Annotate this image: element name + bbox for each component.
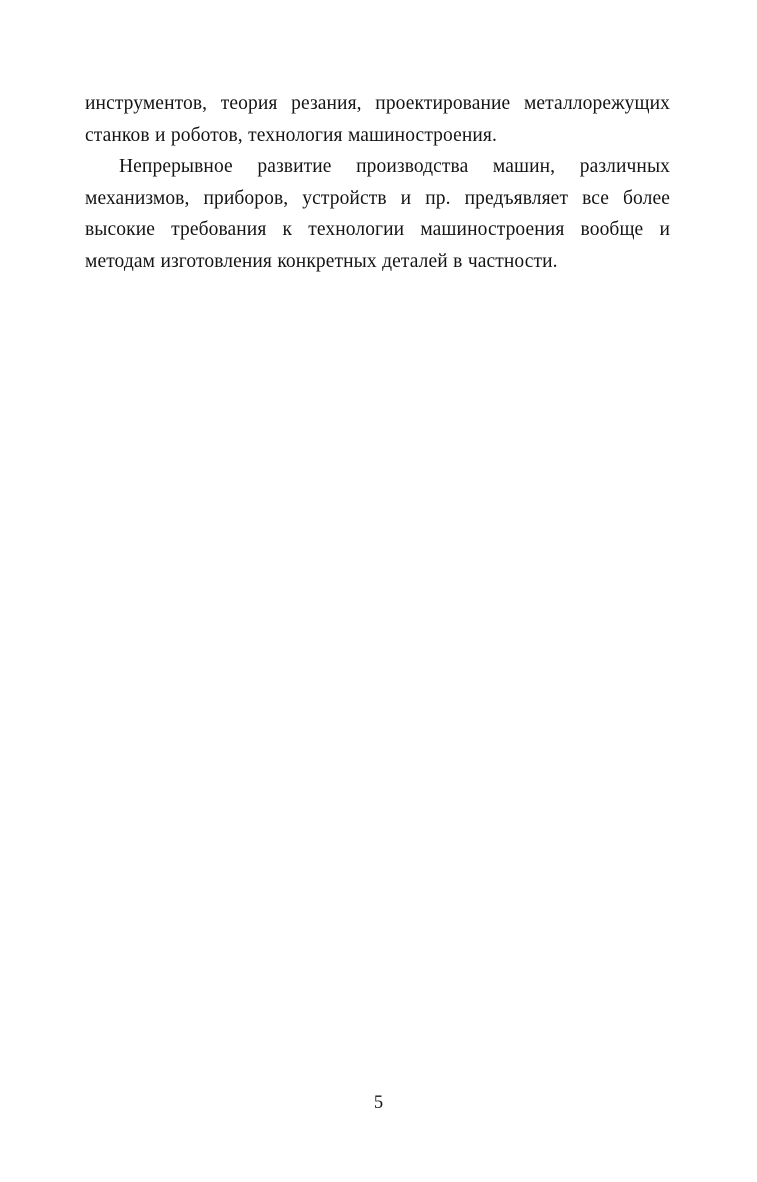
paragraph-continuation: инструментов, теория резания, проектирование металлорежущих станков и роботов, технология машиностроения. xyxy=(85,93,670,146)
page-number: 5 xyxy=(373,1093,384,1113)
paragraph-body: Непрерывное развитие производства машин, различных механизмов, приборов, устройств и пр. предъявляет все более высокие требования к технологии машиностроения вообще и методам изготовления конкретных деталей в частности. xyxy=(85,156,670,272)
body-text xyxy=(85,88,670,277)
